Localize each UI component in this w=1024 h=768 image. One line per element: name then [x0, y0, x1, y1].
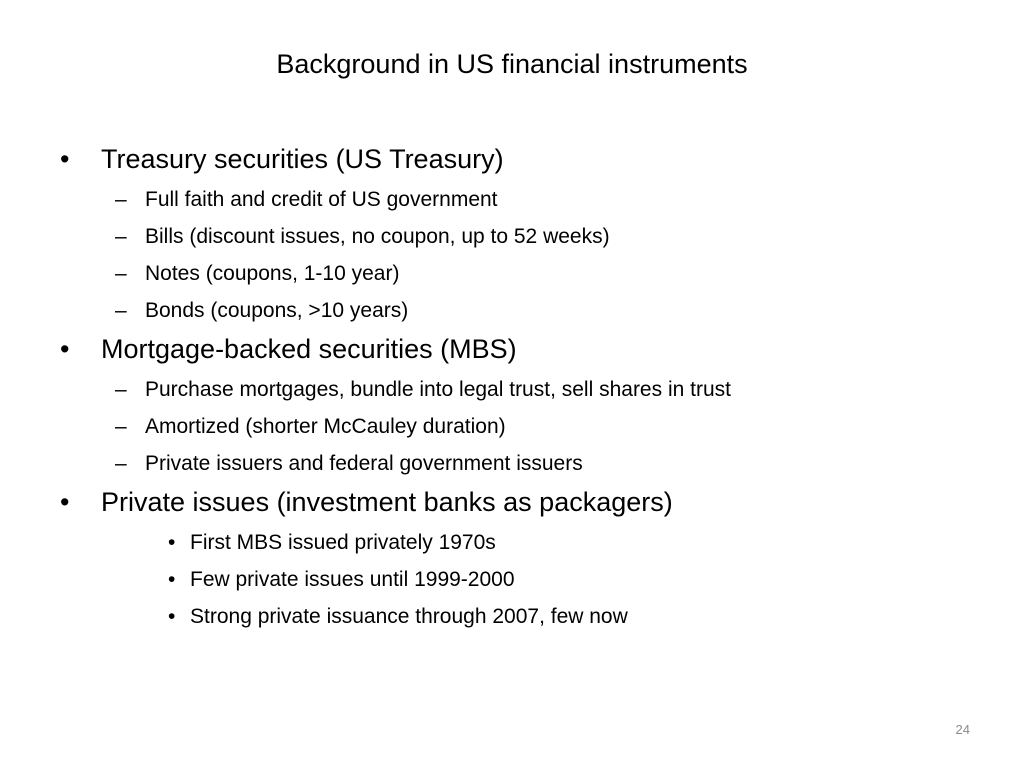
- dash-marker-icon: –: [115, 225, 127, 248]
- page-number: 24: [955, 722, 970, 737]
- sub-sub-bullet-text: Strong private issuance through 2007, few now: [190, 605, 628, 628]
- sub-bullet-item: [60, 296, 980, 326]
- small-bullet-marker-icon: •: [168, 605, 176, 628]
- bullet-list: [60, 136, 980, 632]
- dash-marker-icon: –: [115, 452, 127, 475]
- dash-marker-icon: –: [115, 415, 127, 438]
- sub-bullet-item: [60, 185, 980, 215]
- bullet-text: Mortgage-backed securities (MBS): [101, 334, 517, 364]
- bullet-marker-icon: •: [60, 144, 70, 174]
- sub-bullet-text: Bonds (coupons, >10 years): [145, 299, 409, 322]
- dash-marker-icon: –: [115, 378, 127, 401]
- bullet-marker-icon: •: [60, 334, 70, 364]
- sub-bullet-text: Private issuers and federal government issuers: [145, 452, 583, 475]
- sub-bullet-text: Bills (discount issues, no coupon, up to 52 weeks): [145, 225, 610, 248]
- sub-sub-bullet-item: [60, 565, 980, 595]
- sub-bullet-text: Notes (coupons, 1-10 year): [145, 262, 400, 285]
- sub-bullet-item: [60, 375, 980, 405]
- sub-bullet-text: Purchase mortgages, bundle into legal trust, sell shares in trust: [145, 378, 731, 401]
- sub-bullet-item: [60, 449, 980, 479]
- sub-bullet-item: [60, 259, 980, 289]
- slide-title: Background in US financial instruments: [276, 49, 748, 79]
- sub-bullet-text: Amortized (shorter McCauley duration): [145, 415, 506, 438]
- bullet-item-treasury-securities: [60, 140, 980, 178]
- bullet-item-mortgage-backed-securities: [60, 330, 980, 368]
- dash-marker-icon: –: [115, 262, 127, 285]
- bullet-text: Treasury securities (US Treasury): [101, 144, 504, 174]
- sub-bullet-text: Full faith and credit of US government: [145, 188, 498, 211]
- small-bullet-marker-icon: •: [168, 568, 176, 591]
- sub-sub-bullet-text: First MBS issued privately 1970s: [190, 531, 496, 554]
- dash-marker-icon: –: [115, 299, 127, 322]
- sub-sub-bullet-item: [60, 602, 980, 632]
- dash-marker-icon: –: [115, 188, 127, 211]
- sub-sub-bullet-item: [60, 528, 980, 558]
- sub-bullet-item: [60, 222, 980, 252]
- small-bullet-marker-icon: •: [168, 531, 176, 554]
- bullet-marker-icon: •: [60, 487, 70, 517]
- sub-bullet-item: [60, 412, 980, 442]
- sub-sub-bullet-text: Few private issues until 1999-2000: [190, 568, 515, 591]
- bullet-item-private-issues: [60, 483, 980, 521]
- bullet-text: Private issues (investment banks as packagers): [101, 487, 673, 517]
